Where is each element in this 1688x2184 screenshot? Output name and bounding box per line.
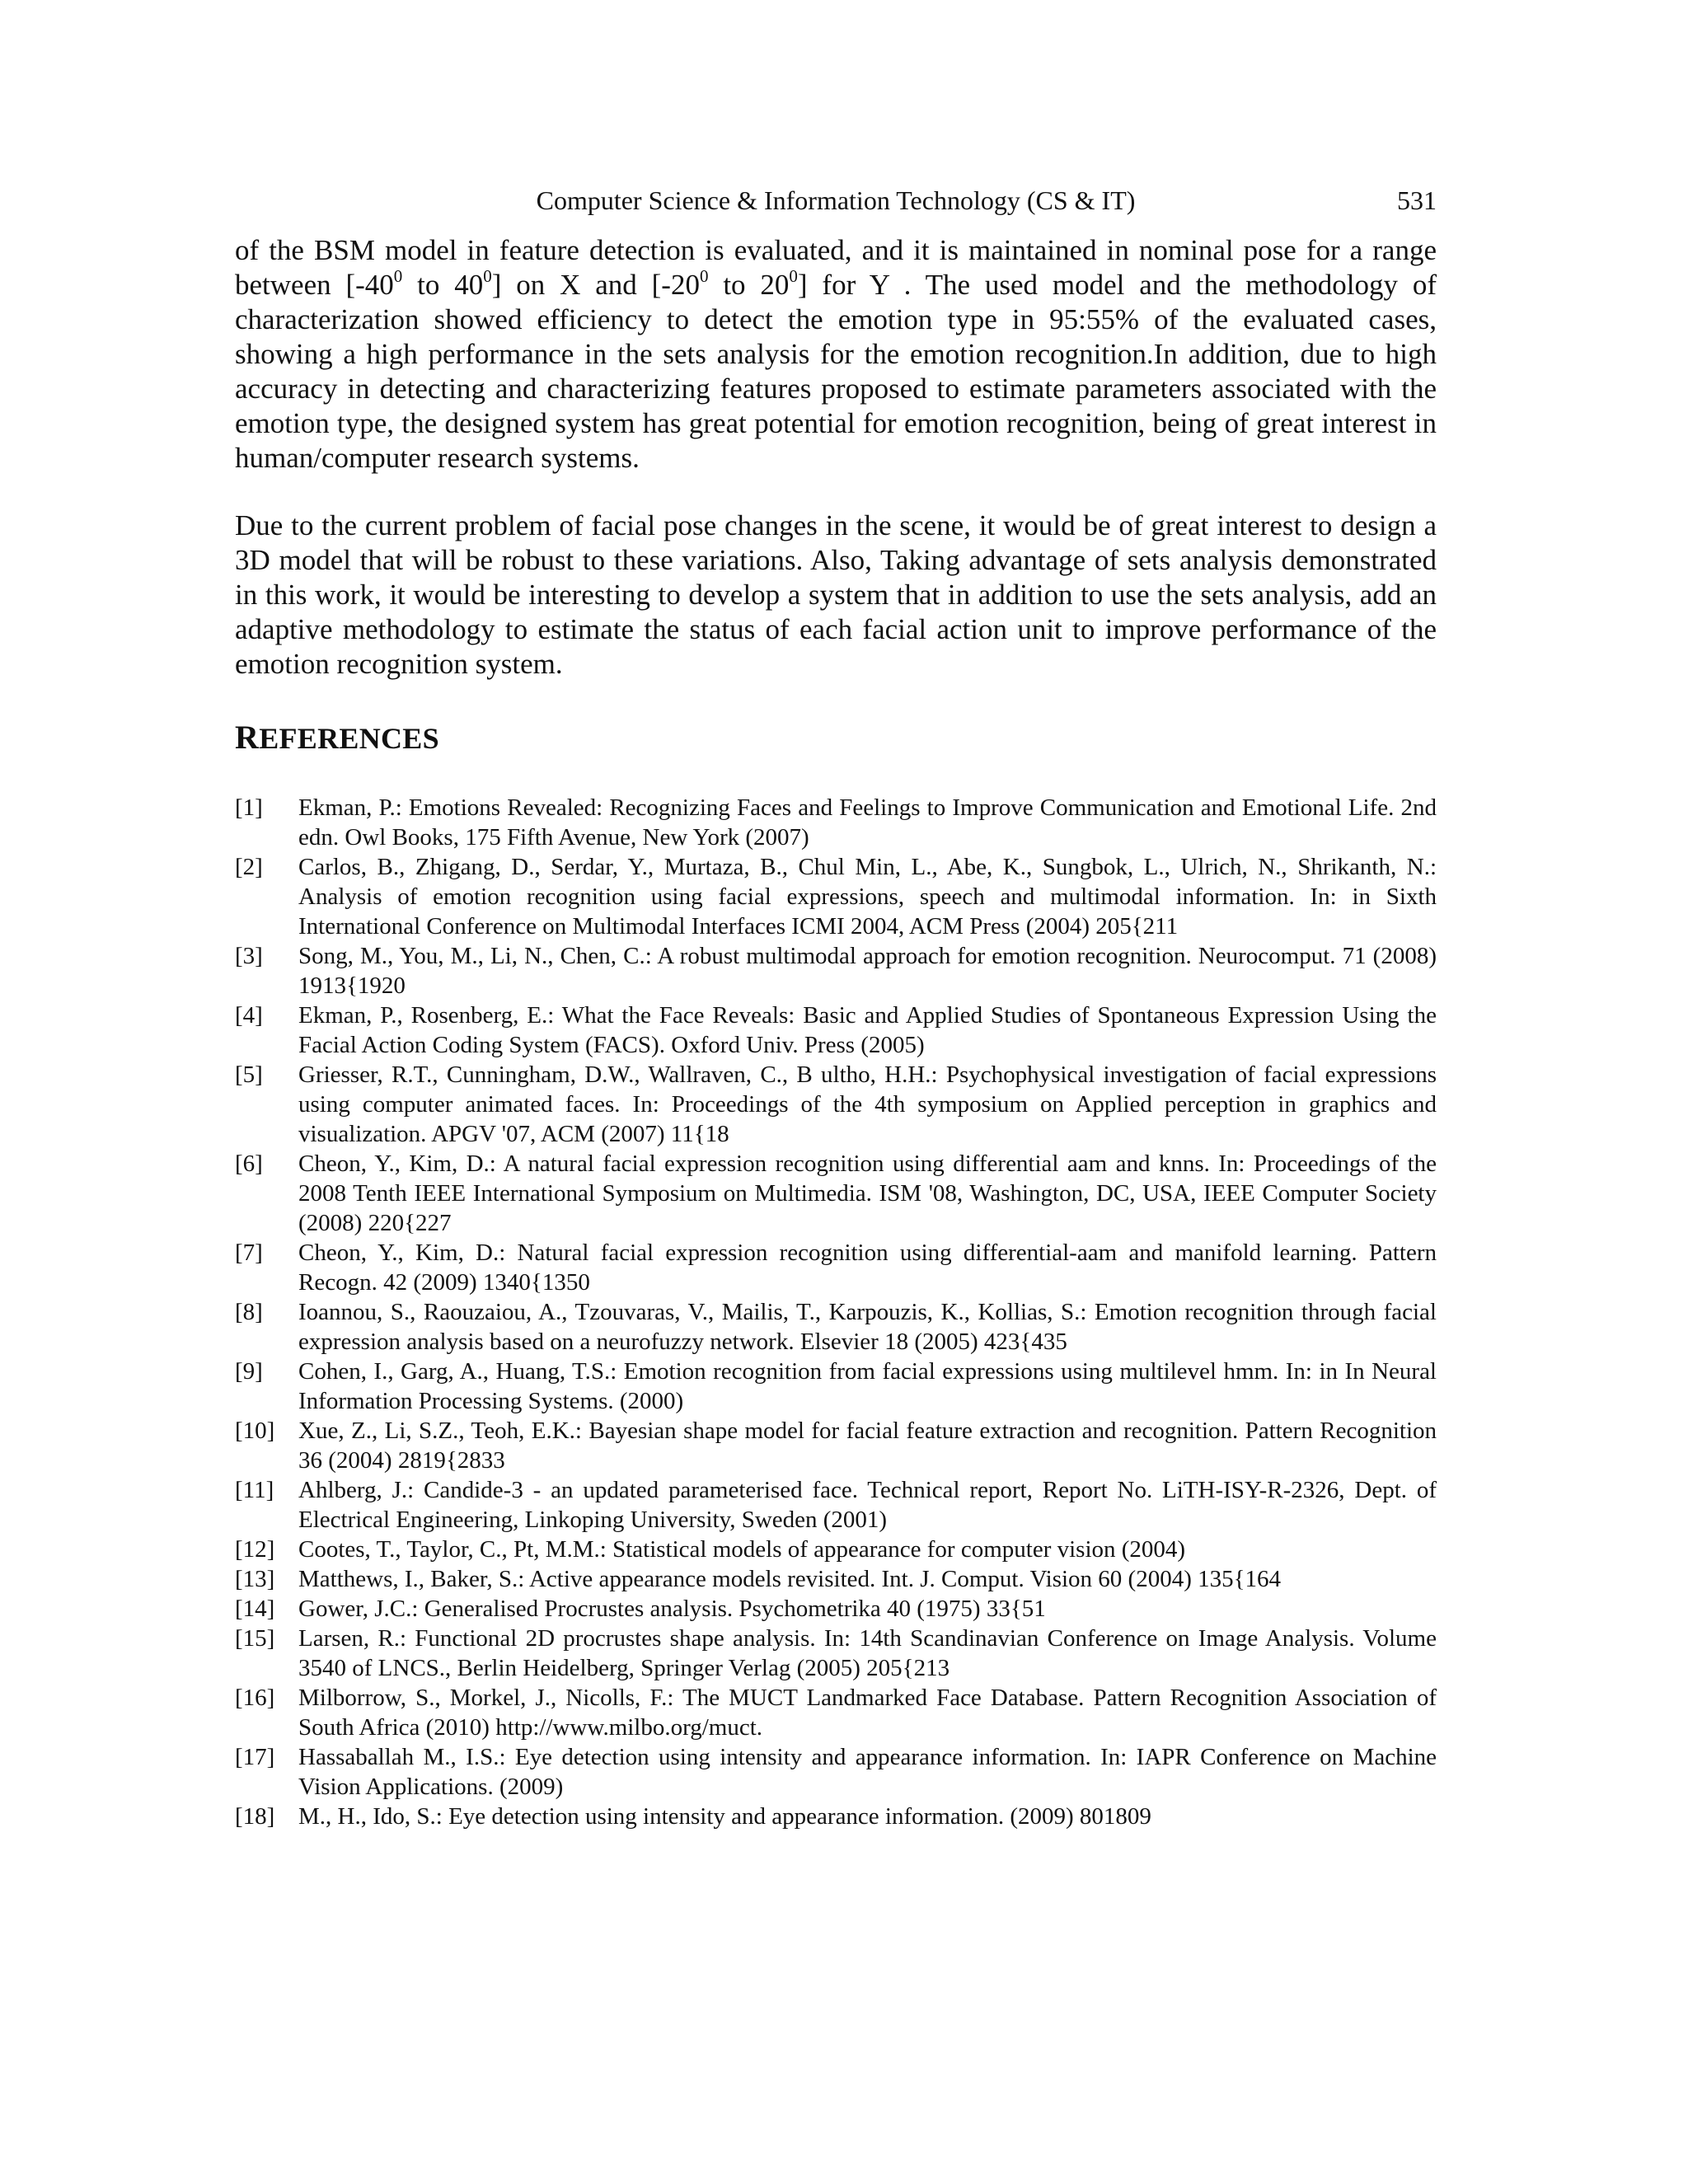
heading-initial: R [235,719,260,756]
journal-title: Computer Science & Information Technology (CS & IT) [536,185,1136,215]
reference-item [235,1297,1437,1357]
reference-item [235,1564,1437,1594]
reference-item [235,1535,1437,1564]
reference-number: [5] [235,1062,263,1088]
reference-number: [16] [235,1685,275,1711]
degree-superscript: 0 [393,266,403,287]
reference-text: Cheon, Y., Kim, D.: A natural facial expression recognition using differential aam and knns. In: Proceedings of the 2008 Tenth IEEE International Symposium on Multimedia. ISM '08, Washington, DC, USA, IEEE Computer Society (2008) 220{227 [298,1151,1437,1236]
reference-number: [9] [235,1358,263,1385]
reference-text: Matthews, I., Baker, S.: Active appearance models revisited. Int. J. Comput. Vision 60 (2004) 135{164 [298,1566,1282,1592]
reference-number: [7] [235,1240,263,1266]
reference-item [235,1238,1437,1297]
references-heading [235,717,1437,759]
reference-number: [8] [235,1299,263,1325]
reference-text: Ioannou, S., Raouzaiou, A., Tzouvaras, V., Mailis, T., Karpouzis, K., Kollias, S.: Emotion recognition through facial expression analysis based on a neurofuzzy network. Elsevier 18 (2005) 423{435 [298,1299,1437,1355]
reference-text: Carlos, B., Zhigang, D., Serdar, Y., Murtaza, B., Chul Min, L., Abe, K., Sungbok, L., Ulrich, N., Shrikanth, N.: Analysis of emotion recognition using facial expressions, speech and multimodal information. In: in Sixth International Conference on Multimodal Interfaces ICMI 2004, ACM Press (2004) 205{211 [298,854,1437,940]
reference-number: [3] [235,943,263,969]
reference-item [235,1683,1437,1742]
reference-number: [17] [235,1744,275,1770]
reference-text: Ahlberg, J.: Candide-3 - an updated parameterised face. Technical report, Report No. LiTH-ISY-R-2326, Dept. of Electrical Engineering, Linkoping University, Sweden (2001) [298,1477,1437,1533]
paragraph-text: to 20 [708,269,790,301]
reference-number: [12] [235,1536,275,1563]
degree-superscript: 0 [789,266,798,287]
reference-text: Milborrow, S., Morkel, J., Nicolls, F.: The MUCT Landmarked Face Database. Pattern Recognition Association of South Africa (2010) http://www.milbo.org/muct. [298,1685,1437,1741]
reference-text: Hassaballah M., I.S.: Eye detection using intensity and appearance information. In: IAPR Conference on Machine Vision Applications. (2009) [298,1744,1437,1800]
reference-text: Xue, Z., Li, S.Z., Teoh, E.K.: Bayesian shape model for facial feature extraction and recognition. Pattern Recognition 36 (2004) 2819{2833 [298,1418,1437,1474]
reference-text: Song, M., You, M., Li, N., Chen, C.: A robust multimodal approach for emotion recognition. Neurocomput. 71 (2008) 1913{1920 [298,943,1437,999]
reference-number: [18] [235,1803,275,1830]
reference-number: [4] [235,1002,263,1029]
reference-number: [1] [235,794,263,821]
reference-item [235,852,1437,941]
reference-number: [15] [235,1625,275,1652]
paragraph-text: of the BSM model in feature detection is evaluated, and it is maintained in nominal pose for a range between [-40 [235,234,1437,301]
reference-item [235,1357,1437,1416]
reference-text: Cootes, T., Taylor, C., Pt, M.M.: Statistical models of appearance for computer vision (2004) [298,1536,1186,1563]
reference-number: [14] [235,1596,275,1622]
reference-number: [2] [235,854,263,880]
reference-item [235,1742,1437,1802]
reference-number: [10] [235,1418,275,1444]
paragraph-text: to 40 [402,269,484,301]
reference-number: [11] [235,1477,274,1503]
reference-item [235,1060,1437,1149]
reference-text: Cheon, Y., Kim, D.: Natural facial expression recognition using differential-aam and manifold learning. Pattern Recogn. 42 (2009) 1340{1350 [298,1240,1437,1296]
reference-text: Ekman, P., Rosenberg, E.: What the Face Reveals: Basic and Applied Studies of Spontaneous Expression Using the Facial Action Coding System (FACS). Oxford Univ. Press (2005) [298,1002,1437,1058]
reference-text: Gower, J.C.: Generalised Procrustes analysis. Psychometrika 40 (1975) 33{51 [298,1596,1046,1622]
reference-text: M., H., Ido, S.: Eye detection using intensity and appearance information. (2009) 801809 [298,1803,1151,1830]
reference-item [235,793,1437,852]
reference-item [235,1416,1437,1475]
page-number: 531 [1397,185,1437,215]
reference-item [235,1802,1437,1831]
reference-item [235,1624,1437,1683]
conclusion-paragraph-1 [235,233,1437,476]
reference-number: [13] [235,1566,275,1592]
heading-rest: EFERENCES [259,722,439,755]
conclusion-paragraph-2: Due to the current problem of facial pose changes in the scene, it would be of great interest to design a 3D model that will be robust to these variations. Also, Taking advantage of sets analysis demonstrated in this work, it would be interesting to develop a system that in addition to use the sets analysis, add an adaptive methodology to estimate the status of each facial action unit to improve performance of the emotion recognition system. [235,509,1437,680]
reference-item [235,1594,1437,1624]
reference-list [235,793,1437,1831]
reference-item [235,941,1437,1001]
degree-superscript: 0 [699,266,709,287]
running-header [235,180,1437,221]
reference-item [235,1001,1437,1060]
reference-text: Larsen, R.: Functional 2D procrustes shape analysis. In: 14th Scandinavian Conference on Image Analysis. Volume 3540 of LNCS., Berlin Heidelberg, Springer Verlag (2005) 205{213 [298,1625,1437,1681]
paragraph-text: ] on X and [-20 [491,269,700,301]
degree-superscript: 0 [483,266,492,287]
reference-text: Cohen, I., Garg, A., Huang, T.S.: Emotion recognition from facial expressions using multilevel hmm. In: in In Neural Information Processing Systems. (2000) [298,1358,1437,1414]
reference-item [235,1149,1437,1238]
reference-text: Ekman, P.: Emotions Revealed: Recognizing Faces and Feelings to Improve Communication and Emotional Life. 2nd edn. Owl Books, 175 Fifth Avenue, New York (2007) [298,794,1437,851]
reference-number: [6] [235,1151,263,1177]
reference-item [235,1475,1437,1535]
paragraph-text: ] for Y . The used model and the methodology of characterization showed efficiency to detect the emotion type in 95:55% of the evaluated cases, showing a high performance in the sets analysis for the emotion recognition.In addition, due to high accuracy in detecting and characterizing features proposed to estimate parameters associated with the emotion type, the designed system has great potential for emotion recognition, being of great interest in human/computer research systems. [235,269,1437,474]
reference-text: Griesser, R.T., Cunningham, D.W., Wallraven, C., B ultho, H.H.: Psychophysical investigation of facial expressions using computer animated faces. In: Proceedings of the 4th symposium on Applied perception in graphics and visualization. APGV '07, ACM (2007) 11{18 [298,1062,1437,1147]
